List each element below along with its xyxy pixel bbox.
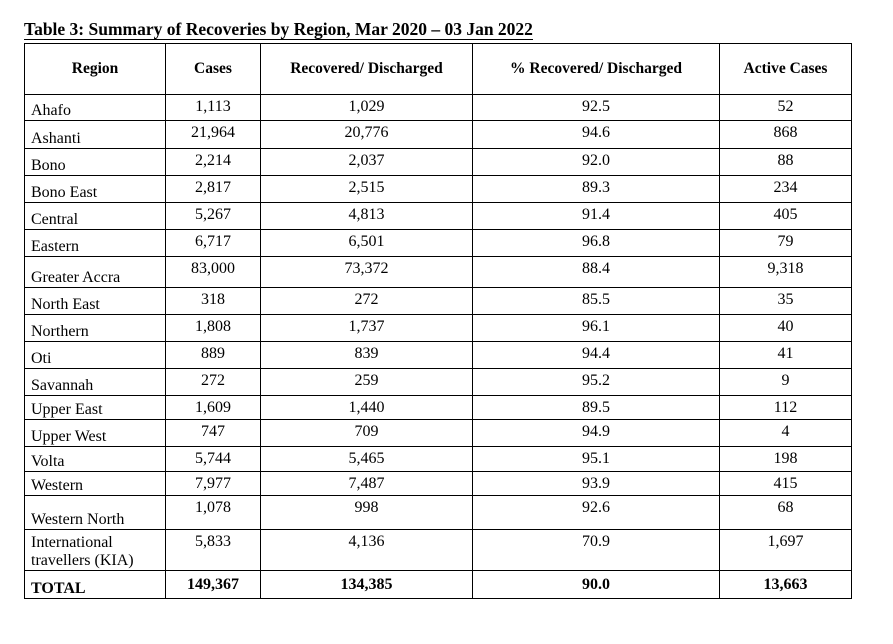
- cell-recovered: 998: [261, 496, 473, 530]
- cell-region: Bono: [25, 149, 166, 176]
- cell-recovered: 2,515: [261, 176, 473, 203]
- cell-pct: 92.0: [473, 149, 720, 176]
- column-header-region: Region: [25, 44, 166, 95]
- cell-recovered: 709: [261, 420, 473, 447]
- table-row: [25, 203, 852, 230]
- cell-cases: 1,808: [166, 315, 261, 342]
- cell-recovered: 272: [261, 288, 473, 315]
- cell-active: 40: [720, 315, 852, 342]
- cell-active: 35: [720, 288, 852, 315]
- cell-pct: 85.5: [473, 288, 720, 315]
- column-header-cases: Cases: [166, 44, 261, 95]
- cell-active: 68: [720, 496, 852, 530]
- cell-active: 868: [720, 121, 852, 149]
- total-region: TOTAL: [25, 571, 166, 599]
- cell-cases: 889: [166, 342, 261, 369]
- cell-cases: 5,267: [166, 203, 261, 230]
- cell-active: 198: [720, 447, 852, 472]
- total-cases: 149,367: [166, 571, 261, 599]
- cell-cases: 1,609: [166, 396, 261, 420]
- cell-pct: 94.4: [473, 342, 720, 369]
- total-pct: 90.0: [473, 571, 720, 599]
- table-title: Table 3: Summary of Recoveries by Region, Mar 2020 – 03 Jan 2022: [24, 19, 533, 39]
- cell-region: North East: [25, 288, 166, 315]
- cell-active: 4: [720, 420, 852, 447]
- cell-active: 88: [720, 149, 852, 176]
- cell-active: 234: [720, 176, 852, 203]
- cell-pct: 92.5: [473, 95, 720, 121]
- cell-recovered: 5,465: [261, 447, 473, 472]
- table-row: [25, 315, 852, 342]
- table-row: [25, 447, 852, 472]
- cell-pct: 89.5: [473, 396, 720, 420]
- cell-pct: 94.9: [473, 420, 720, 447]
- cell-region: Western North: [25, 496, 166, 530]
- cell-cases: 1,078: [166, 496, 261, 530]
- cell-active: 41: [720, 342, 852, 369]
- cell-pct: 93.9: [473, 472, 720, 496]
- table-row: [25, 472, 852, 496]
- table-row: [25, 496, 852, 530]
- table-row: [25, 149, 852, 176]
- cell-active: 9: [720, 369, 852, 396]
- table-row: [25, 95, 852, 121]
- cell-recovered: 839: [261, 342, 473, 369]
- cell-region: Ashanti: [25, 121, 166, 149]
- total-active: 13,663: [720, 571, 852, 599]
- cell-active: 9,318: [720, 257, 852, 288]
- cell-active: 112: [720, 396, 852, 420]
- cell-active: 415: [720, 472, 852, 496]
- cell-region: Savannah: [25, 369, 166, 396]
- cell-cases: 5,744: [166, 447, 261, 472]
- cell-cases: 1,113: [166, 95, 261, 121]
- cell-recovered: 6,501: [261, 230, 473, 257]
- cell-pct: 95.2: [473, 369, 720, 396]
- cell-pct: 88.4: [473, 257, 720, 288]
- cell-region: Eastern: [25, 230, 166, 257]
- table-row: [25, 396, 852, 420]
- cell-region: Northern: [25, 315, 166, 342]
- cell-active: 52: [720, 95, 852, 121]
- table-row: [25, 369, 852, 396]
- cell-active: 79: [720, 230, 852, 257]
- cell-cases: 5,833: [166, 530, 261, 571]
- cell-region: Ahafo: [25, 95, 166, 121]
- cell-cases: 6,717: [166, 230, 261, 257]
- cell-active: 1,697: [720, 530, 852, 571]
- cell-cases: 747: [166, 420, 261, 447]
- table-header-row: [25, 44, 852, 95]
- table-row: [25, 420, 852, 447]
- cell-region: International travellers (KIA): [25, 530, 166, 571]
- cell-cases: 272: [166, 369, 261, 396]
- cell-region: Oti: [25, 342, 166, 369]
- cell-pct: 95.1: [473, 447, 720, 472]
- cell-region: Upper West: [25, 420, 166, 447]
- column-header-pct-recovered: % Recovered/ Discharged: [473, 44, 720, 95]
- column-header-recovered: Recovered/ Discharged: [261, 44, 473, 95]
- cell-recovered: 2,037: [261, 149, 473, 176]
- cell-region: Upper East: [25, 396, 166, 420]
- cell-recovered: 7,487: [261, 472, 473, 496]
- cell-recovered: 1,029: [261, 95, 473, 121]
- table-row: [25, 288, 852, 315]
- table-row: [25, 176, 852, 203]
- cell-region: Greater Accra: [25, 257, 166, 288]
- cell-recovered: 4,136: [261, 530, 473, 571]
- cell-cases: 318: [166, 288, 261, 315]
- table-row: [25, 342, 852, 369]
- recoveries-table: [24, 43, 852, 599]
- column-header-active-cases: Active Cases: [720, 44, 852, 95]
- cell-region: Western: [25, 472, 166, 496]
- cell-region: Central: [25, 203, 166, 230]
- cell-pct: 94.6: [473, 121, 720, 149]
- cell-pct: 96.8: [473, 230, 720, 257]
- table-row: [25, 121, 852, 149]
- cell-recovered: 4,813: [261, 203, 473, 230]
- cell-cases: 2,214: [166, 149, 261, 176]
- cell-region: Volta: [25, 447, 166, 472]
- cell-pct: 70.9: [473, 530, 720, 571]
- table-row: [25, 257, 852, 288]
- cell-pct: 92.6: [473, 496, 720, 530]
- cell-recovered: 20,776: [261, 121, 473, 149]
- cell-pct: 91.4: [473, 203, 720, 230]
- cell-recovered: 1,440: [261, 396, 473, 420]
- cell-cases: 21,964: [166, 121, 261, 149]
- table-row: [25, 530, 852, 571]
- cell-recovered: 73,372: [261, 257, 473, 288]
- cell-recovered: 259: [261, 369, 473, 396]
- cell-cases: 7,977: [166, 472, 261, 496]
- cell-pct: 96.1: [473, 315, 720, 342]
- cell-pct: 89.3: [473, 176, 720, 203]
- cell-cases: 2,817: [166, 176, 261, 203]
- table-body: [25, 95, 852, 599]
- total-row: [25, 571, 852, 599]
- cell-cases: 83,000: [166, 257, 261, 288]
- total-recovered: 134,385: [261, 571, 473, 599]
- cell-recovered: 1,737: [261, 315, 473, 342]
- cell-region: Bono East: [25, 176, 166, 203]
- table-row: [25, 230, 852, 257]
- cell-active: 405: [720, 203, 852, 230]
